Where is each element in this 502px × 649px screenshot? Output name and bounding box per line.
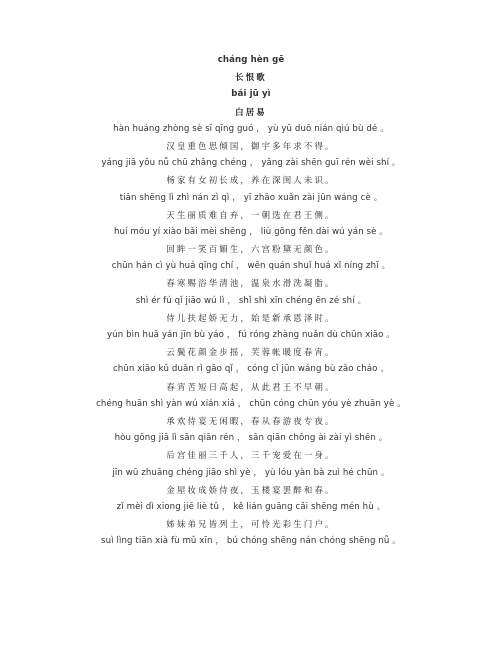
pinyin-line: hàn huáng zhòng sè sī qīng guó ， yù yǔ duō nián qiú bù dé 。	[113, 123, 389, 134]
pinyin-line: yún bìn huā yán jīn bù yáo ， fú róng zhàng nuǎn dù chūn xiāo 。	[107, 330, 395, 340]
pinyin-line: chūn xiāo kǔ duǎn rì gāo qǐ ， cóng cǐ jūn wáng bù zǎo cháo 。	[112, 364, 390, 375]
poem-text	[0, 52, 502, 550]
pinyin-line: chéng huān shì yàn wú xián xiá ， chūn cóng chūn yóu yè zhuān yè 。	[96, 398, 406, 409]
pinyin-line: shì ér fú qǐ jiāo wú lì ， shǐ shì xīn chéng ēn zé shí 。	[135, 295, 367, 306]
hanzi-line: 回眸一笑百媚生，六宫粉黛无颜色。	[166, 244, 336, 255]
pinyin-line: yáng jiā yǒu nǚ chū zhǎng chéng ， yǎng zài shēn guī rén wèi shí 。	[101, 158, 401, 169]
hanzi-line: 侍儿扶起娇无力，始是新承恩泽时。	[166, 312, 336, 323]
hanzi-line: 长恨歌	[235, 72, 267, 83]
hanzi-line: 春宵苦短日高起，从此君王不早朝。	[166, 381, 336, 392]
pinyin-line: huí móu yí xiào bǎi mèi shēng ， liù gōng fěn dài wú yán sè 。	[113, 226, 388, 237]
hanzi-line: 金屋妆成娇侍夜，玉楼宴罢醉和春。	[166, 484, 336, 495]
hanzi-line: 后宫佳丽三千人，三千宠爱在一身。	[166, 450, 336, 461]
hanzi-line: 杨家有女初长成，养在深闺人未识。	[166, 175, 336, 186]
pinyin-line: zǐ mèi dì xiong jiē liè tǔ ， kě lián guāng cǎi shēng mén hù 。	[116, 501, 386, 512]
hanzi-line: 姊妹弟兄皆列土，可怜光彩生门户。	[166, 519, 336, 530]
pinyin-line: jīn wū zhuāng chéng jiāo shì yè ， yù lóu yàn bà zuì hé chūn 。	[112, 467, 390, 478]
hanzi-line: 白居易	[235, 106, 267, 117]
pinyin-line: suì lìng tiān xià fù mǔ xīn ， bú chóng shēng nán chóng shēng nǚ 。	[101, 536, 401, 547]
hanzi-line: 云鬓花颜金步摇，芙蓉帐暖度春宵。	[166, 347, 336, 358]
pinyin-line: cháng hèn gē	[217, 55, 285, 65]
hanzi-line: 承欢侍宴无闲暇，春从春游夜专夜。	[166, 415, 336, 426]
pinyin-line: bái jū yì	[231, 89, 271, 100]
hanzi-line: 春寒赐浴华清池，温泉水滑洗凝脂。	[166, 278, 336, 289]
pinyin-line: tiān shēng lì zhì nán zì qì ， yī zhāo xuǎn zài jūn wáng cè 。	[119, 192, 383, 203]
pinyin-line: hòu gōng jiā lì sān qiān rén ， sān qiān chǒng ài zài yì shēn 。	[114, 433, 388, 444]
hanzi-line: 天生丽质难自弃，一朝选在君王侧。	[166, 209, 336, 220]
hanzi-line: 汉皇重色思倾国，御宇多年求不得。	[166, 140, 336, 151]
pinyin-line: chūn hán cì yù huá qīng chí ， wēn quán shuǐ huá xǐ níng zhī 。	[111, 261, 391, 272]
